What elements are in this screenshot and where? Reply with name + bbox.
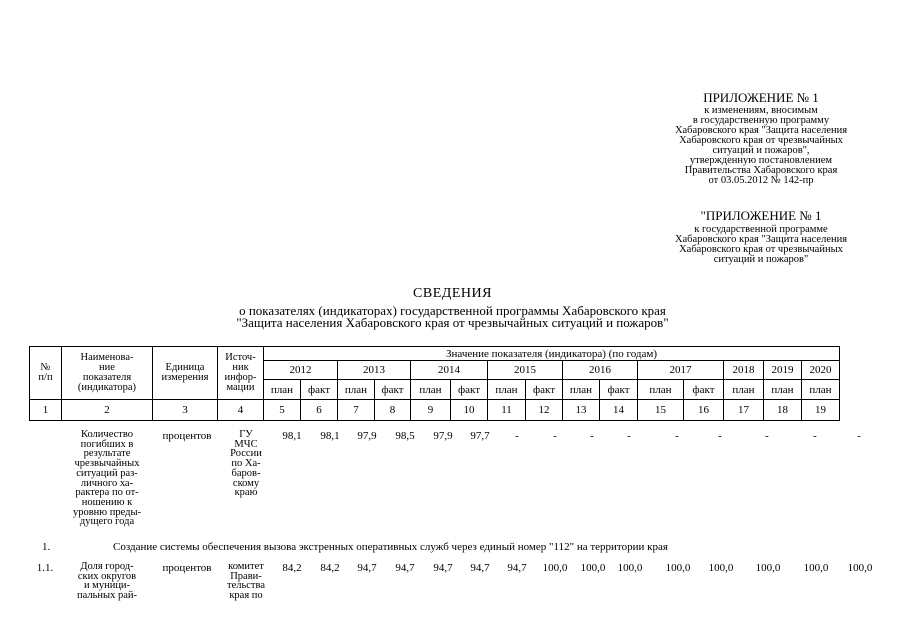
- appendix-2-line: Хабаровского края от чрезвычайных: [679, 244, 843, 255]
- header-values-by-year: Значение показателя (индикатора) (по годам): [264, 347, 840, 361]
- row-1-source: ГУ МЧС России по Ха- баров- скому краю: [230, 429, 262, 499]
- row-1-value: 98,1: [282, 430, 302, 442]
- row-1-value: 98,5: [395, 430, 415, 442]
- column-number: 18: [764, 400, 802, 421]
- row-1-value: -: [857, 430, 861, 442]
- appendix-1-line: Хабаровского края от чрезвычайных: [679, 135, 843, 146]
- header-col-unit: Единица измерения: [153, 347, 218, 400]
- column-number: 13: [563, 400, 600, 421]
- row-1-value: 97,7: [470, 430, 490, 442]
- row-1-value: 97,9: [357, 430, 377, 442]
- appendix-1-line: ситуаций и пожаров",: [712, 145, 810, 156]
- row-1-value: -: [553, 430, 557, 442]
- row-1-1-value: 94,7: [507, 562, 527, 574]
- row-1-1-value: 84,2: [282, 562, 302, 574]
- row-1-1-value: 100,0: [617, 562, 643, 574]
- row-1-1-source: комитет Прави- тельства края по: [226, 561, 265, 602]
- header-plan: план: [338, 380, 375, 400]
- header-col-name: Наименова- ние показателя (индикатора): [62, 347, 153, 400]
- column-number: 17: [724, 400, 764, 421]
- row-1-value: -: [675, 430, 679, 442]
- header-plan: план: [411, 380, 451, 400]
- section-title: Создание системы обеспечения вызова экстренных оперативных служб через единый номер "112" на территории края: [113, 541, 668, 553]
- header-plan: план: [802, 380, 840, 400]
- header-col-number: № п/п: [30, 347, 62, 400]
- header-fact: факт: [526, 380, 563, 400]
- appendix-2-block: [650, 208, 872, 265]
- row-1-value: 98,1: [320, 430, 340, 442]
- appendix-1-line: Хабаровского края "Защита населения: [674, 125, 848, 136]
- header-plan: план: [563, 380, 600, 400]
- column-number: 4: [218, 400, 264, 421]
- column-number: 15: [638, 400, 684, 421]
- column-number: 9: [411, 400, 451, 421]
- section-number: 1.: [42, 541, 51, 553]
- row-1-value: 97,9: [433, 430, 453, 442]
- appendix-1-line: к изменениям, вносимым: [704, 105, 818, 116]
- header-year: 2019: [764, 361, 802, 380]
- row-1-1-value: 100,0: [580, 562, 606, 574]
- document-title: СВЕДЕНИЯ: [413, 286, 492, 301]
- appendix-1-line: утвержденную постановлением: [689, 155, 833, 166]
- row-1-1-number: 1.1.: [36, 562, 54, 574]
- row-1-unit: процентов: [162, 430, 212, 442]
- column-number: 3: [153, 400, 218, 421]
- appendix-2-line: ситуаций и пожаров": [713, 254, 809, 265]
- appendix-2-heading: "ПРИЛОЖЕНИЕ № 1: [700, 208, 822, 223]
- column-number: 7: [338, 400, 375, 421]
- row-1-value: -: [515, 430, 519, 442]
- row-1-value: -: [590, 430, 594, 442]
- header-year: 2020: [802, 361, 840, 380]
- row-1-value: -: [718, 430, 722, 442]
- column-number: 8: [375, 400, 411, 421]
- column-number: 1: [30, 400, 62, 421]
- appendix-1-line: от 03.05.2012 № 142-пр: [708, 175, 814, 186]
- header-plan: план: [724, 380, 764, 400]
- header-year: 2016: [563, 361, 638, 380]
- header-year: 2018: [724, 361, 764, 380]
- column-number: 6: [301, 400, 338, 421]
- row-1-1-value: 94,7: [357, 562, 377, 574]
- row-1-1-value: 100,0: [665, 562, 691, 574]
- row-1-1-unit: процентов: [162, 562, 212, 574]
- row-1-1-value: 100,0: [847, 562, 873, 574]
- appendix-2-line: к государственной программе: [694, 224, 828, 235]
- subtitle-line: "Защита населения Хабаровского края от чрезвычайных ситуаций и пожаров": [236, 315, 669, 330]
- column-number: 2: [62, 400, 153, 421]
- row-1-1-value: 100,0: [708, 562, 734, 574]
- column-number: 19: [802, 400, 840, 421]
- header-plan: план: [264, 380, 301, 400]
- column-number: 11: [488, 400, 526, 421]
- header-year: 2015: [488, 361, 563, 380]
- column-number: 14: [600, 400, 638, 421]
- column-number: 16: [684, 400, 724, 421]
- row-1-1-value: 84,2: [320, 562, 340, 574]
- document-subtitle: [0, 305, 905, 329]
- subtitle-line: о показателях (индикаторах) государственной программы Хабаровского края: [239, 303, 666, 318]
- appendix-1-block: [650, 90, 872, 186]
- header-fact: факт: [600, 380, 638, 400]
- column-number: 12: [526, 400, 563, 421]
- header-fact: факт: [301, 380, 338, 400]
- header-plan: план: [638, 380, 684, 400]
- row-1-1-value: 94,7: [470, 562, 490, 574]
- row-1-1-indicator-name: Доля город- ских округов и муници- пальных рай-: [77, 561, 137, 602]
- header-fact: факт: [684, 380, 724, 400]
- indicators-table-header: [29, 346, 840, 421]
- row-1-1-value: 100,0: [542, 562, 568, 574]
- row-1-1-value: 100,0: [803, 562, 829, 574]
- header-year: 2014: [411, 361, 488, 380]
- header-year: 2013: [338, 361, 411, 380]
- row-1-1-value: 100,0: [755, 562, 781, 574]
- header-col-source: Источ- ник инфор- мации: [218, 347, 264, 400]
- row-1-1-value: 94,7: [433, 562, 453, 574]
- appendix-1-line: в государственную программу: [692, 115, 830, 126]
- header-year: 2017: [638, 361, 724, 380]
- row-1-value: -: [765, 430, 769, 442]
- row-1-indicator-name: Количество погибших в результате чрезвычайных ситуаций раз- личного ха- рактера по от- ношению к уровню преды- дущего года: [72, 429, 142, 528]
- column-number: 5: [264, 400, 301, 421]
- appendix-2-line: Хабаровского края "Защита населения: [674, 234, 848, 245]
- header-plan: план: [488, 380, 526, 400]
- row-1-value: -: [813, 430, 817, 442]
- header-plan: план: [764, 380, 802, 400]
- header-fact: факт: [451, 380, 488, 400]
- column-number: 10: [451, 400, 488, 421]
- row-1-value: -: [627, 430, 631, 442]
- row-1-1-value: 94,7: [395, 562, 415, 574]
- header-year: 2012: [264, 361, 338, 380]
- appendix-1-line: Правительства Хабаровского края: [684, 165, 838, 176]
- appendix-1-heading: ПРИЛОЖЕНИЕ № 1: [703, 90, 819, 105]
- header-fact: факт: [375, 380, 411, 400]
